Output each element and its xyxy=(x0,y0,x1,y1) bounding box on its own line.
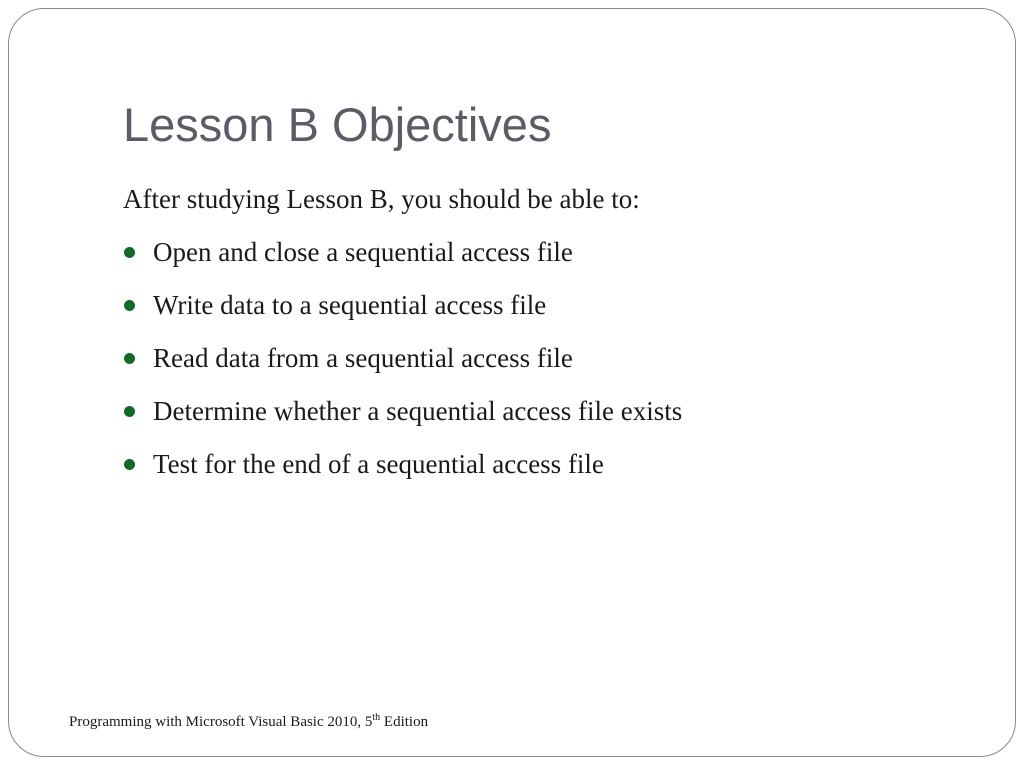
slide-body xyxy=(123,177,983,495)
list-item xyxy=(123,283,983,336)
bullet-dot-icon xyxy=(124,300,135,311)
bullet-dot-icon xyxy=(124,406,135,417)
list-item xyxy=(123,389,983,442)
footer-superscript: th xyxy=(372,712,381,723)
bullet-dot-icon xyxy=(124,247,135,258)
intro-text: After studying Lesson B, you should be able to: xyxy=(123,184,640,214)
list-item-text: Write data to a sequential access file xyxy=(153,290,547,320)
list-item xyxy=(123,230,983,283)
footer-text: Programming with Microsoft Visual Basic 2010, 5 xyxy=(69,714,373,730)
bullet-dot-icon xyxy=(124,353,135,364)
list-item-text: Read data from a sequential access file xyxy=(153,343,573,373)
slide-footer xyxy=(69,714,428,731)
footer-text-end: Edition xyxy=(380,714,429,730)
slide-frame xyxy=(8,8,1016,757)
list-item xyxy=(123,442,983,495)
list-item-text: Open and close a sequential access file xyxy=(153,237,573,267)
objectives-list xyxy=(123,230,983,495)
slide-title: Lesson B Objectives xyxy=(123,98,552,151)
list-item xyxy=(123,336,983,389)
bullet-dot-icon xyxy=(124,459,135,470)
list-item-text: Determine whether a sequential access file exists xyxy=(153,396,683,426)
list-item-text: Test for the end of a sequential access file xyxy=(153,449,604,479)
